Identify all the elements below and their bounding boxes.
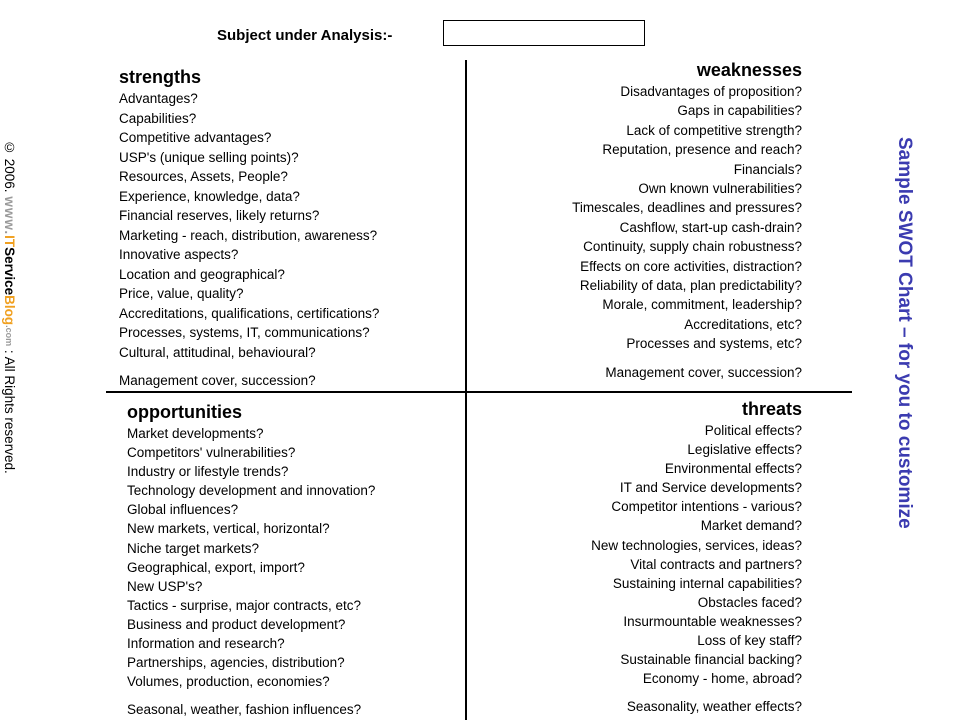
threat-item: Sustainable financial backing? [620, 652, 802, 668]
copyright-it: IT [2, 235, 17, 248]
strengths-quadrant [119, 66, 379, 391]
weakness-item: Timescales, deadlines and pressures? [572, 200, 802, 216]
strength-item: Accreditations, qualifications, certifications? [119, 305, 380, 321]
threat-item: Vital contracts and partners? [630, 556, 802, 572]
weakness-item-last: Management cover, succession? [605, 364, 802, 380]
opportunity-item: Market developments? [127, 426, 264, 441]
strength-item: Advantages? [119, 91, 198, 106]
opportunity-item: Partnerships, agencies, distribution? [127, 655, 345, 671]
opportunity-item: Industry or lifestyle trends? [127, 464, 289, 480]
opportunity-item: Niche target markets? [127, 540, 260, 556]
threat-item: Political effects? [704, 423, 802, 438]
copyright-prefix: © 2006. [2, 140, 17, 193]
threat-item: Sustaining internal capabilities? [612, 575, 802, 591]
opportunity-item: Technology development and innovation? [127, 483, 376, 499]
opportunity-item: New USP's? [127, 578, 203, 594]
vertical-divider [465, 60, 467, 720]
opportunities-quadrant [127, 401, 375, 719]
strength-item: Cultural, attitudinal, behavioural? [119, 344, 316, 360]
opportunity-item: Tactics - surprise, major contracts, etc? [127, 597, 362, 613]
weakness-item: Processes and systems, etc? [626, 336, 802, 352]
weaknesses-heading: weaknesses [696, 60, 802, 80]
threats-quadrant [591, 398, 802, 716]
weakness-item: Effects on core activities, distraction? [580, 258, 802, 274]
opportunity-item: Geographical, export, import? [127, 559, 305, 575]
opportunity-item: Volumes, production, economies? [127, 674, 330, 690]
strength-item-last: Management cover, succession? [119, 373, 316, 388]
threats-heading: threats [741, 399, 802, 419]
weakness-item: Reliability of data, plan predictability? [579, 278, 802, 294]
strength-item: Processes, systems, IT, communications? [119, 325, 370, 340]
copyright-service: Service [2, 247, 17, 296]
strength-item: Location and geographical? [119, 266, 285, 282]
weakness-item: Gaps in capabilities? [677, 103, 802, 119]
threat-item: Loss of key staff? [697, 633, 802, 649]
strength-item: Experience, knowledge, data? [119, 188, 300, 204]
strengths-heading: strengths [119, 67, 202, 87]
subject-label: Subject under Analysis:- [217, 27, 393, 44]
weakness-item: Accreditations, etc? [684, 316, 802, 332]
weakness-item: Lack of competitive strength? [626, 122, 802, 138]
opportunity-item: Business and product development? [127, 616, 346, 632]
threat-item: Legislative effects? [687, 442, 802, 458]
threat-item-last: Seasonality, weather effects? [626, 699, 802, 715]
opportunities-heading: opportunities [127, 402, 242, 422]
strength-item: Competitive advantages? [119, 130, 272, 145]
weakness-item: Disadvantages of proposition? [620, 84, 802, 99]
opportunity-item-last: Seasonal, weather, fashion influences? [127, 702, 362, 718]
weakness-item: Cashflow, start-up cash-drain? [619, 219, 802, 235]
subject-input-box[interactable] [443, 20, 645, 46]
threat-item: Environmental effects? [664, 461, 802, 477]
strength-item: Financial reserves, likely returns? [119, 208, 320, 223]
copyright-notice [2, 140, 17, 474]
strength-item: Innovative aspects? [119, 247, 239, 262]
strength-item: USP's (unique selling points)? [119, 149, 299, 165]
threat-item: Economy - home, abroad? [642, 671, 802, 687]
weakness-item: Continuity, supply chain robustness? [583, 239, 802, 255]
copyright-www: www. [2, 196, 17, 236]
side-title: Sample SWOT Chart – for you to customize [894, 137, 915, 529]
threat-item: New technologies, services, ideas? [591, 537, 802, 553]
strength-item: Price, value, quality? [119, 286, 244, 301]
horizontal-divider [106, 391, 852, 393]
copyright-blog: Blog [2, 295, 17, 326]
weakness-item: Own known vulnerabilities? [638, 181, 802, 197]
weakness-item: Reputation, presence and reach? [602, 142, 802, 158]
strength-item: Resources, Assets, People? [119, 169, 288, 184]
threat-item: Market demand? [700, 518, 802, 534]
opportunity-item: Information and research? [127, 636, 285, 652]
opportunity-item: Global influences? [127, 502, 239, 518]
weakness-item: Morale, commitment, leadership? [602, 297, 802, 313]
copyright-com: .com [4, 325, 14, 347]
threat-item: Obstacles faced? [697, 594, 802, 610]
weakness-item: Financials? [733, 161, 802, 177]
threat-item: Competitor intentions - various? [611, 499, 802, 515]
strength-item: Marketing - reach, distribution, awareness? [119, 227, 378, 243]
opportunity-item: Competitors' vulnerabilities? [127, 445, 296, 461]
copyright-suffix: : All Rights reserved. [2, 349, 17, 474]
opportunity-item: New markets, vertical, horizontal? [127, 521, 330, 537]
strength-item: Capabilities? [119, 110, 197, 126]
weaknesses-quadrant [572, 59, 802, 382]
threat-item: IT and Service developments? [619, 480, 802, 496]
threat-item: Insurmountable weaknesses? [623, 613, 802, 629]
